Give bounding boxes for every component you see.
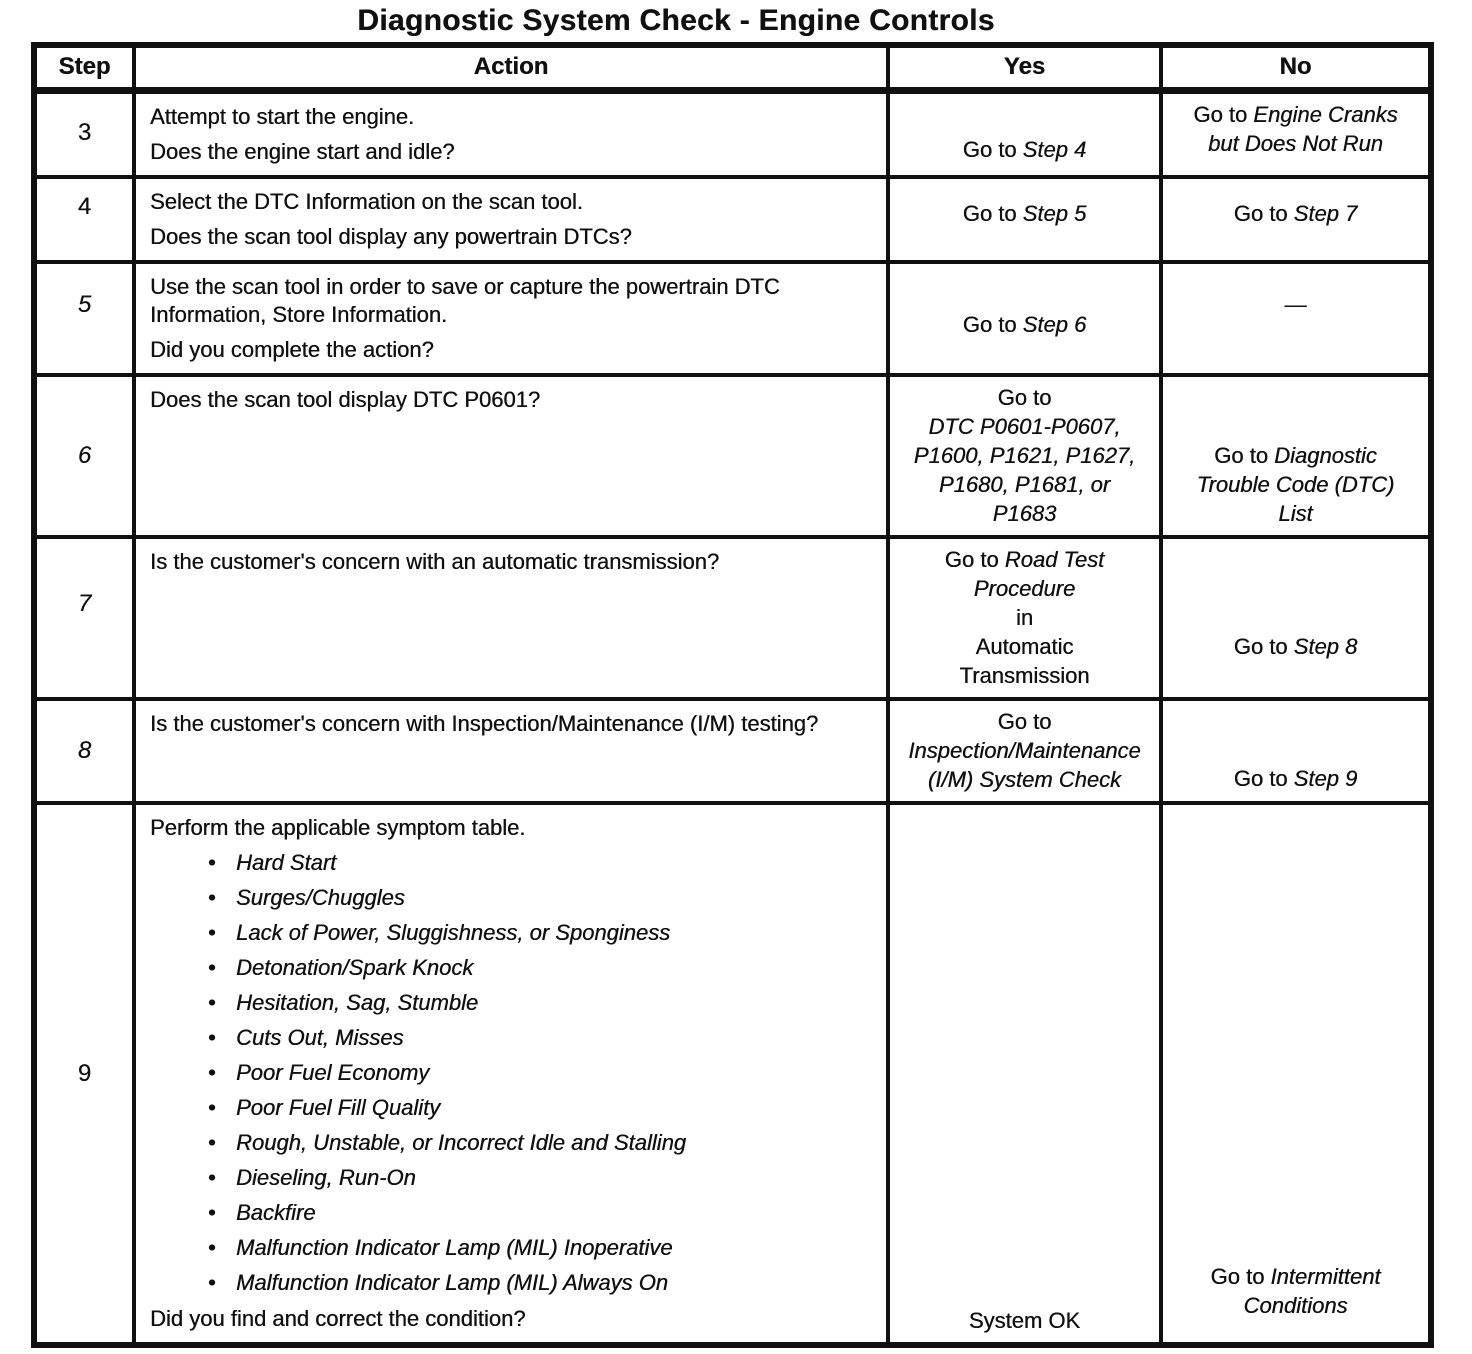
yes-cell (888, 91, 1161, 178)
bullet-icon: • (208, 1095, 216, 1120)
italic-reference: Malfunction Indicator Lamp (MIL) Inoperative (236, 1235, 673, 1260)
no-cell-content (1163, 94, 1428, 171)
column-header-no: No (1161, 45, 1431, 91)
italic-reference: Conditions (1243, 1293, 1348, 1318)
no-cell (1161, 177, 1431, 262)
no-cell-content (1163, 701, 1428, 800)
bullet-text (236, 919, 670, 947)
no-cell-content (1163, 179, 1428, 235)
action-question (150, 223, 872, 251)
text-segment: Go to (1210, 1264, 1271, 1289)
step-cell-content (37, 94, 132, 171)
table-row (34, 803, 1431, 1345)
step-cell-content (37, 805, 132, 1342)
no-cell-content (1163, 377, 1428, 535)
reference-line (1171, 290, 1420, 319)
step-cell (34, 177, 134, 262)
no-cell (1161, 262, 1431, 375)
text-segment: Go to (1233, 634, 1294, 659)
action-cell-content (136, 264, 886, 373)
italic-reference: Step 9 (1293, 766, 1358, 791)
bullet-text (236, 1059, 429, 1087)
bullet-item (208, 954, 872, 982)
step-number: 4 (77, 193, 92, 220)
text-segment: Automatic (975, 634, 1074, 659)
italic-reference: Step 5 (1022, 201, 1087, 226)
no-cell-content (1163, 264, 1428, 346)
action-cell-content (136, 377, 886, 535)
italic-reference: Hesitation, Sag, Stumble (236, 990, 479, 1015)
reference-line (1171, 1291, 1420, 1320)
yes-cell (888, 699, 1161, 803)
action-cell-content (136, 701, 886, 800)
yes-cell-content (890, 94, 1159, 171)
italic-reference: DTC P0601-P0607, (928, 414, 1121, 439)
bullet-item (208, 919, 872, 947)
step-cell (34, 262, 134, 375)
bullet-item (208, 1094, 872, 1122)
reference-line (898, 1306, 1151, 1335)
reference-line (898, 135, 1151, 164)
bullet-text (236, 1094, 440, 1122)
bullet-icon: • (208, 1235, 216, 1260)
bullet-icon: • (208, 1200, 216, 1225)
action-cell-content (136, 179, 886, 260)
action-cell-content (136, 539, 886, 668)
page-title: Diagnostic System Check - Engine Controls (357, 4, 995, 37)
reference-line (1171, 499, 1420, 528)
text-segment: Go to (944, 547, 1005, 572)
yes-cell (888, 537, 1161, 699)
text-segment: Go to (997, 385, 1052, 410)
step-cell (34, 91, 134, 178)
step-number: 5 (77, 291, 92, 318)
step-cell-content (37, 264, 132, 346)
bullet-text (236, 849, 336, 877)
text-segment: System OK (968, 1308, 1081, 1333)
step-cell-content (37, 539, 132, 668)
bullet-item (208, 1129, 872, 1157)
text-segment: Does the scan tool display DTC P0601? (150, 387, 541, 412)
action-cell (134, 262, 888, 375)
step-cell-content (37, 701, 132, 800)
bullet-icon: • (208, 885, 216, 910)
action-cell (134, 803, 888, 1345)
bullet-item (208, 884, 872, 912)
italic-reference: Surges/Chuggles (236, 885, 405, 910)
text-segment: Use the scan tool in order to save or capture the powertrain DTC Information, Store Information. (150, 274, 780, 327)
table-row (34, 91, 1431, 178)
bullet-item (208, 1059, 872, 1087)
action-cell (134, 537, 888, 699)
yes-cell-content (890, 264, 1159, 346)
text-segment: Go to (962, 312, 1023, 337)
text-segment: Did you find and correct the condition? (150, 1306, 526, 1331)
step-cell (34, 699, 134, 803)
no-cell (1161, 699, 1431, 803)
yes-cell-content (890, 179, 1159, 235)
bullet-text (236, 954, 473, 982)
italic-reference: Step 6 (1022, 312, 1087, 337)
italic-reference: Dieseling, Run-On (236, 1165, 416, 1190)
step-cell-content (37, 377, 132, 535)
action-cell (134, 375, 888, 537)
reference-line (1171, 1262, 1420, 1291)
reference-line (1171, 470, 1420, 499)
text-segment: Go to (1214, 443, 1275, 468)
italic-reference: Cuts Out, Misses (236, 1025, 404, 1050)
yes-cell-content (890, 539, 1159, 697)
italic-reference: Procedure (973, 576, 1076, 601)
reference-line (1171, 129, 1420, 158)
no-cell-content (1163, 539, 1428, 668)
step-number: 7 (77, 589, 92, 617)
reference-line (1171, 764, 1420, 793)
column-header-action: Action (134, 45, 888, 91)
action-text (150, 273, 872, 329)
table-row (34, 537, 1431, 699)
action-cell-content (136, 94, 886, 175)
text-segment: Go to (1193, 102, 1254, 127)
italic-reference: Intermittent (1270, 1264, 1381, 1289)
no-cell (1161, 375, 1431, 537)
bullet-item (208, 989, 872, 1017)
text-segment: Go to (997, 709, 1052, 734)
italic-reference: Malfunction Indicator Lamp (MIL) Always On (236, 1270, 669, 1295)
yes-cell (888, 803, 1161, 1345)
yes-cell-content (890, 377, 1159, 535)
italic-reference: Engine Cranks (1253, 102, 1398, 127)
yes-cell (888, 375, 1161, 537)
bullet-item (208, 1269, 872, 1297)
italic-reference: Poor Fuel Economy (236, 1060, 430, 1085)
step-cell (34, 803, 134, 1345)
bullet-icon: • (208, 1270, 216, 1295)
italic-reference: P1600, P1621, P1627, (913, 443, 1136, 468)
text-segment: Select the DTC Information on the scan tool. (150, 189, 583, 214)
action-text (150, 814, 872, 842)
header-row (34, 45, 1431, 91)
italic-reference: (I/M) System Check (927, 767, 1122, 792)
reference-line (898, 199, 1151, 228)
yes-cell-content (890, 805, 1159, 1342)
no-cell-content (1163, 805, 1428, 1342)
bullet-item (208, 1234, 872, 1262)
action-text (150, 103, 872, 131)
action-text (150, 188, 872, 216)
action-text (150, 548, 872, 576)
bullet-item (208, 1199, 872, 1227)
bullet-icon: • (208, 1060, 216, 1085)
bullet-item (208, 1164, 872, 1192)
bullet-text (236, 1129, 686, 1157)
reference-line (898, 383, 1151, 412)
bullet-text (236, 1269, 668, 1297)
reference-line (898, 707, 1151, 736)
bullet-icon: • (208, 920, 216, 945)
step-number: 3 (77, 118, 92, 146)
reference-line (898, 412, 1151, 441)
reference-line (898, 603, 1151, 632)
italic-reference: Detonation/Spark Knock (236, 955, 474, 980)
reference-line (898, 574, 1151, 603)
reference-line (898, 441, 1151, 470)
bullet-text (236, 1234, 673, 1262)
diagnostic-table (31, 42, 1434, 1348)
no-cell (1161, 803, 1431, 1345)
reference-line (1171, 441, 1420, 470)
reference-line (898, 765, 1151, 794)
bullet-text (236, 884, 405, 912)
text-segment: Is the customer's concern with an automatic transmission? (150, 549, 720, 574)
step-cell (34, 375, 134, 537)
reference-line (1171, 632, 1420, 661)
italic-reference: Diagnostic (1274, 443, 1377, 468)
bullet-item (208, 849, 872, 877)
italic-reference: Backfire (236, 1200, 316, 1225)
reference-line (898, 470, 1151, 499)
italic-reference: Step 4 (1022, 137, 1087, 162)
table-row (34, 375, 1431, 537)
italic-reference: List (1278, 501, 1313, 526)
italic-reference: Step 7 (1293, 201, 1358, 226)
bullet-icon: • (208, 1130, 216, 1155)
text-segment: Go to (962, 137, 1023, 162)
no-cell (1161, 91, 1431, 178)
bullet-text (236, 1024, 403, 1052)
reference-line (898, 310, 1151, 339)
step-number: 6 (77, 442, 92, 469)
table-row (34, 699, 1431, 803)
text-segment: — (1284, 292, 1307, 317)
yes-cell-content (890, 701, 1159, 801)
reference-line (1171, 100, 1420, 129)
yes-cell (888, 262, 1161, 375)
bullet-icon: • (208, 990, 216, 1015)
italic-reference: Inspection/Maintenance (908, 738, 1141, 763)
text-segment: Did you complete the action? (150, 337, 434, 362)
step-number: 9 (77, 1059, 92, 1087)
action-question (150, 1305, 872, 1333)
column-header-step: Step (34, 45, 134, 91)
bullet-text (236, 1199, 315, 1227)
step-cell-content (37, 179, 132, 235)
italic-reference: P1680, P1681, or (938, 472, 1111, 497)
italic-reference: Road Test (1004, 547, 1105, 572)
action-cell-content (136, 805, 886, 1342)
italic-reference: Trouble Code (DTC) (1196, 472, 1395, 497)
text-segment: Perform the applicable symptom table. (150, 815, 526, 840)
column-header-yes: Yes (888, 45, 1161, 91)
italic-reference: Step 8 (1293, 634, 1358, 659)
italic-reference: Poor Fuel Fill Quality (236, 1095, 441, 1120)
italic-reference: Hard Start (236, 850, 337, 875)
text-segment: Go to (1233, 766, 1294, 791)
action-text (150, 386, 872, 414)
bullet-icon: • (208, 1165, 216, 1190)
reference-line (898, 661, 1151, 690)
text-segment: Does the scan tool display any powertrain DTCs? (150, 224, 632, 249)
bullet-text (236, 989, 478, 1017)
text-segment: Attempt to start the engine. (150, 104, 415, 129)
text-segment: Go to (1233, 201, 1294, 226)
action-cell (134, 177, 888, 262)
bullet-icon: • (208, 1025, 216, 1050)
italic-reference: P1683 (992, 501, 1057, 526)
table-row (34, 177, 1431, 262)
reference-line (1171, 199, 1420, 228)
bullet-item (208, 1024, 872, 1052)
italic-reference: but Does Not Run (1208, 131, 1383, 156)
no-cell (1161, 537, 1431, 699)
text-segment: Go to (962, 201, 1023, 226)
action-text (150, 138, 872, 166)
text-segment: Transmission (959, 663, 1090, 688)
table-row (34, 262, 1431, 375)
step-cell (34, 537, 134, 699)
reference-line (898, 545, 1151, 574)
action-question (150, 336, 872, 364)
bullet-icon: • (208, 850, 216, 875)
action-text (150, 710, 872, 738)
bullet-icon: • (208, 955, 216, 980)
action-cell (134, 699, 888, 803)
text-segment: in (1015, 605, 1034, 630)
italic-reference: Lack of Power, Sluggishness, or Sponginess (236, 920, 671, 945)
step-number: 8 (77, 736, 92, 764)
action-cell (134, 91, 888, 178)
italic-reference: Rough, Unstable, or Incorrect Idle and Stalling (236, 1130, 687, 1155)
reference-line (898, 736, 1151, 765)
text-segment: Is the customer's concern with Inspection/Maintenance (I/M) testing? (150, 711, 819, 736)
reference-line (898, 632, 1151, 661)
text-segment: Does the engine start and idle? (150, 139, 455, 164)
reference-line (898, 499, 1151, 528)
yes-cell (888, 177, 1161, 262)
bullet-text (236, 1164, 416, 1192)
